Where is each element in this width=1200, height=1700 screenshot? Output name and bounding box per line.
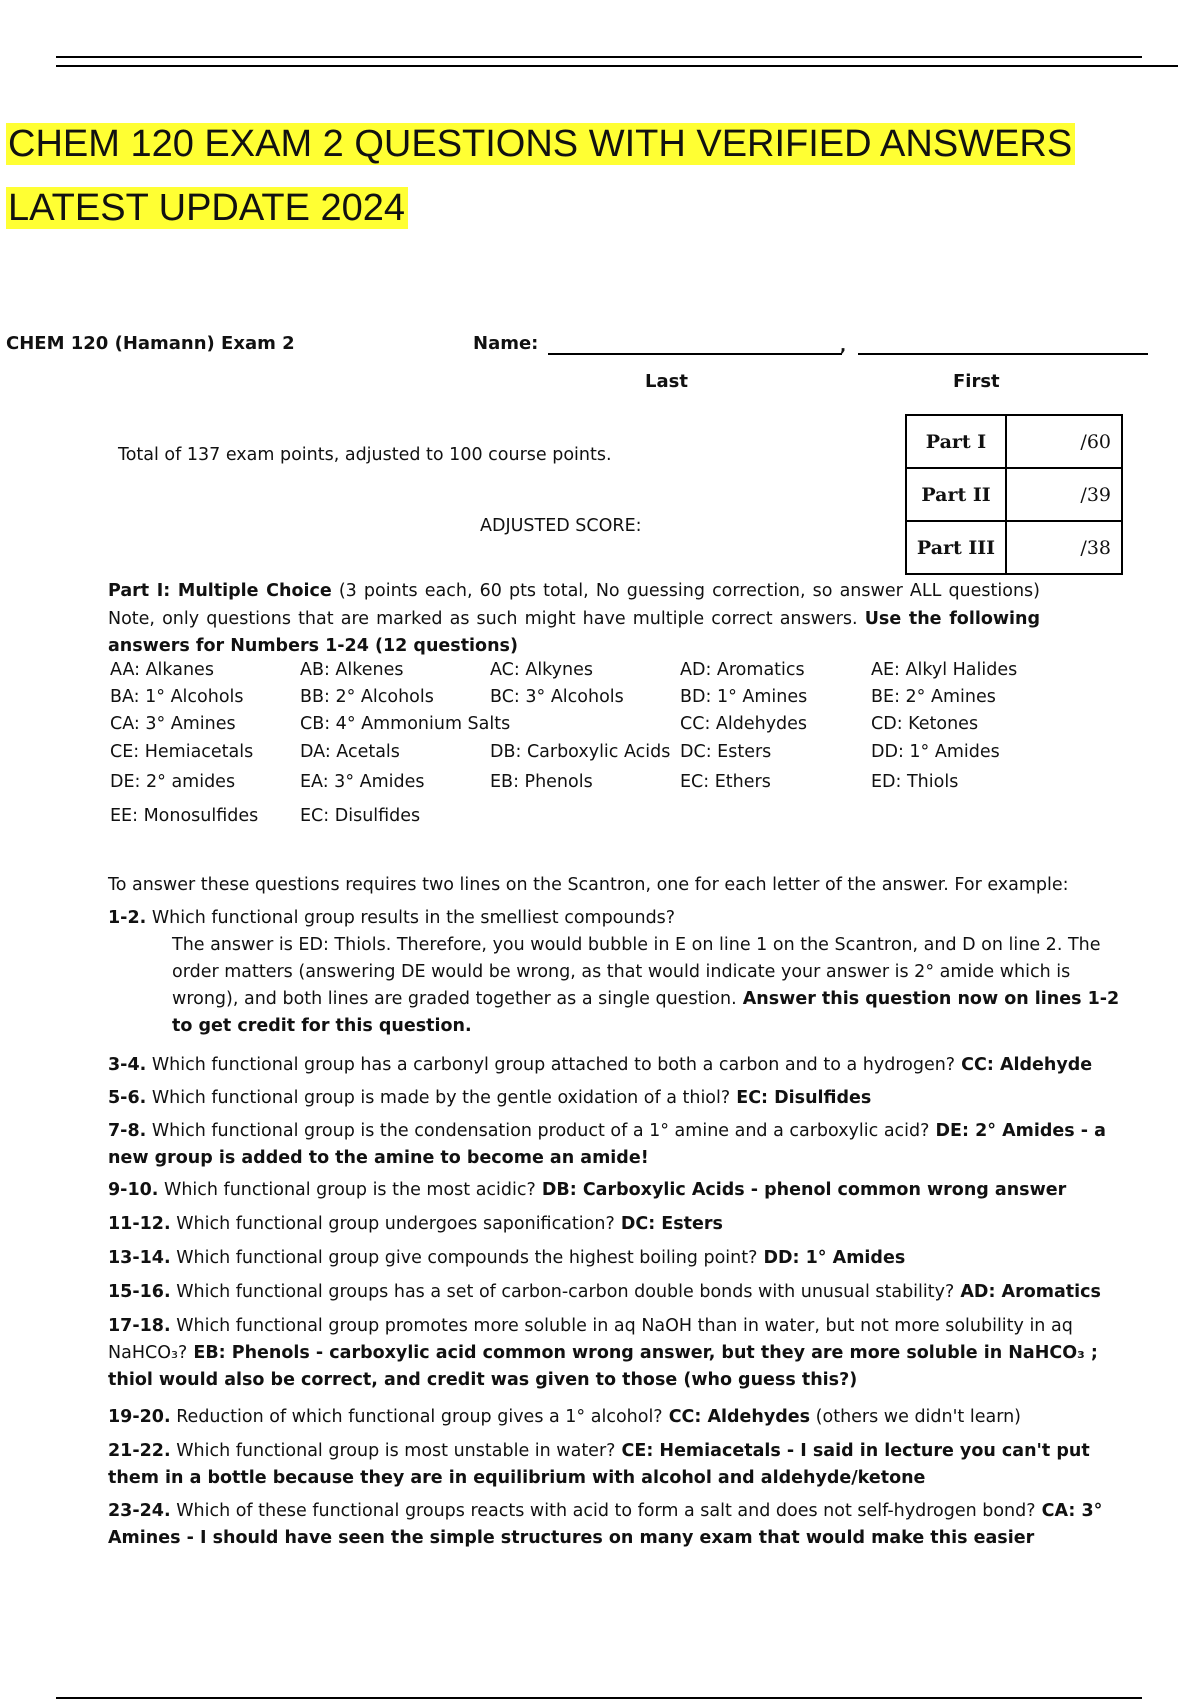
- answer-key-item: DC: Esters: [680, 742, 772, 762]
- answer-key-item: DA: Acetals: [300, 742, 400, 762]
- question-item: [108, 1313, 1138, 1394]
- question-answer-note: (others we didn't learn): [810, 1407, 1022, 1427]
- question-number: 13-14.: [108, 1248, 171, 1268]
- question-answer: EB: Phenols - carboxylic acid common wrong answer, but they are more soluble in NaHCO₃ ; thiol would also be correct, and credit was given to those (who guess this?): [108, 1343, 1098, 1390]
- question-answer: CE: Hemiacetals - I said in lecture you can't put them in a bottle because they are in equilibrium with alcohol and aldehyde/ketone: [108, 1441, 1090, 1488]
- question-example: [108, 932, 1138, 1040]
- question-text: Which functional group undergoes saponification?: [170, 1214, 615, 1234]
- answer-key-item: AC: Alkynes: [490, 660, 594, 680]
- question-text: Reduction of which functional group gives a 1° alcohol?: [170, 1407, 663, 1427]
- question-number: 11-12.: [108, 1214, 171, 1234]
- question-text: Which functional group results in the smelliest compounds?: [146, 908, 676, 928]
- bottom-rule: [56, 1697, 1142, 1699]
- question-number: 3-4.: [108, 1055, 147, 1075]
- question-text: Which functional groups has a set of carbon-carbon double bonds with unusual stability?: [170, 1282, 955, 1302]
- answer-key-item: BC: 3° Alcohols: [490, 687, 624, 707]
- answer-key-item: DE: 2° amides: [110, 772, 236, 792]
- score-row: [906, 415, 1122, 468]
- course-label: CHEM 120 (Hamann) Exam 2: [6, 333, 295, 354]
- answer-key-item: BB: 2° Alcohols: [300, 687, 434, 707]
- first-name-field[interactable]: [858, 353, 1148, 355]
- question-number: 7-8.: [108, 1121, 147, 1141]
- answer-key-item: AD: Aromatics: [680, 660, 805, 680]
- question-text: Which of these functional groups reacts with acid to form a salt and does not self-hydrogen bond?: [170, 1501, 1036, 1521]
- document-title-line-2: LATEST UPDATE 2024: [6, 182, 408, 234]
- score-row: [906, 521, 1122, 574]
- answer-key-item: BE: 2° Amines: [871, 687, 996, 707]
- question-item: [108, 1177, 1138, 1204]
- question-item: [108, 1404, 1138, 1431]
- answer-key-item: EC: Ethers: [680, 772, 771, 792]
- question-item: [108, 1211, 1138, 1238]
- part1-heading-rest: (3 points each, 60 pts total, No guessing correction, so answer ALL questions): [331, 581, 1040, 601]
- score-part-label: Part III: [906, 521, 1006, 574]
- question-number: 1-2.: [108, 908, 147, 928]
- document-title-line-1: CHEM 120 EXAM 2 QUESTIONS WITH VERIFIED ANSWERS: [6, 118, 1075, 170]
- question-answer: CC: Aldehydes: [662, 1407, 811, 1427]
- question-text: Which functional group is the most acidic?: [158, 1180, 536, 1200]
- question-text: Which functional group is made by the gentle oxidation of a thiol?: [146, 1088, 731, 1108]
- question-number: 5-6.: [108, 1088, 147, 1108]
- answer-key-item: AA: Alkanes: [110, 660, 214, 680]
- score-value: /60: [1006, 415, 1122, 468]
- example-bold: Answer this question now on lines 1-2 to get credit for this question.: [172, 989, 1120, 1036]
- last-caption: Last: [645, 371, 688, 392]
- question-answer: CA: 3° Amines - I should have seen the simple structures on many exam that would make this easier: [108, 1501, 1103, 1548]
- part1-heading: Part I: Multiple Choice: [108, 581, 332, 601]
- question-number: 15-16.: [108, 1282, 171, 1302]
- question-item: [108, 1498, 1138, 1552]
- question-item: [108, 1085, 1138, 1112]
- answer-key-item: CA: 3° Amines: [110, 714, 236, 734]
- answer-key-item: EE: Monosulfides: [110, 806, 259, 826]
- name-label: Name:: [473, 333, 539, 354]
- top-rule-2: [56, 65, 1178, 67]
- last-name-field[interactable]: [548, 353, 842, 355]
- first-caption: First: [953, 371, 1000, 392]
- question-number: 21-22.: [108, 1441, 171, 1461]
- question-item: [108, 905, 1138, 1040]
- question-number: 23-24.: [108, 1501, 171, 1521]
- part1-note: Note, only questions that are marked as such might have multiple correct answers.: [108, 608, 858, 629]
- question-answer: DC: Esters: [614, 1214, 723, 1234]
- total-points-note: Total of 137 exam points, adjusted to 100 course points.: [118, 445, 612, 465]
- question-answer: DD: 1° Amides: [757, 1248, 906, 1268]
- adjusted-score-label: ADJUSTED SCORE:: [480, 516, 642, 536]
- answer-key-item: EB: Phenols: [490, 772, 593, 792]
- scantron-instructions: To answer these questions requires two lines on the Scantron, one for each letter of the answer. For example:: [108, 875, 1069, 895]
- part1-use-answers: Use the following answers for Numbers 1-24 (12 questions): [108, 608, 1041, 656]
- answer-key-item: EA: 3° Amides: [300, 772, 425, 792]
- answer-key-item: CB: 4° Ammonium Salts: [300, 714, 511, 734]
- score-table: [905, 414, 1123, 575]
- score-row: [906, 468, 1122, 521]
- question-item: [108, 1245, 1138, 1272]
- question-answer: EC: Disulfides: [730, 1088, 872, 1108]
- answer-key-item: AB: Alkenes: [300, 660, 404, 680]
- question-number: 9-10.: [108, 1180, 159, 1200]
- question-text: Which functional group has a carbonyl group attached to both a carbon and to a hydrogen?: [146, 1055, 956, 1075]
- question-answer: AD: Aromatics: [954, 1282, 1101, 1302]
- answer-key-item: BD: 1° Amines: [680, 687, 808, 707]
- score-value: /38: [1006, 521, 1122, 574]
- question-item: [108, 1118, 1128, 1172]
- top-rule-1: [56, 56, 1142, 58]
- answer-key-item: ED: Thiols: [871, 772, 959, 792]
- answer-key-item: DB: Carboxylic Acids: [490, 742, 671, 762]
- part1-intro: [108, 578, 1040, 661]
- answer-key-item: AE: Alkyl Halides: [871, 660, 1018, 680]
- example-text: The answer is ED: Thiols. Therefore, you would bubble in E on line 1 on the Scantron, and D on line 2. The order matters (answering DE would be wrong, as that would indicate your answer is 2° amide which is wrong), and both lines are graded together as a single question.: [172, 935, 1101, 1009]
- question-text: Which functional group is the condensation product of a 1° amine and a carboxylic acid?: [146, 1121, 930, 1141]
- score-part-label: Part II: [906, 468, 1006, 521]
- name-comma: ,: [840, 336, 847, 355]
- question-answer: DE: 2° Amides - a new group is added to the amine to become an amide!: [108, 1121, 1106, 1168]
- question-text: Which functional group promotes more soluble in aq NaOH than in water, but not more solubility in aq NaHCO₃?: [108, 1316, 1073, 1363]
- question-number: 19-20.: [108, 1407, 171, 1427]
- answer-key-item: CC: Aldehydes: [680, 714, 808, 734]
- score-value: /39: [1006, 468, 1122, 521]
- answer-key-item: EC: Disulfides: [300, 806, 421, 826]
- answer-key-item: CE: Hemiacetals: [110, 742, 254, 762]
- question-number: 17-18.: [108, 1316, 171, 1336]
- question-answer: DB: Carboxylic Acids - phenol common wrong answer: [535, 1180, 1067, 1200]
- question-text: Which functional group give compounds the highest boiling point?: [170, 1248, 758, 1268]
- answer-key-item: CD: Ketones: [871, 714, 979, 734]
- score-part-label: Part I: [906, 415, 1006, 468]
- answer-key-item: DD: 1° Amides: [871, 742, 1000, 762]
- question-answer: CC: Aldehyde: [955, 1055, 1093, 1075]
- question-item: [108, 1052, 1138, 1079]
- answer-key-item: BA: 1° Alcohols: [110, 687, 244, 707]
- question-item: [108, 1438, 1138, 1492]
- question-text: Which functional group is most unstable in water?: [170, 1441, 616, 1461]
- question-item: [108, 1279, 1138, 1306]
